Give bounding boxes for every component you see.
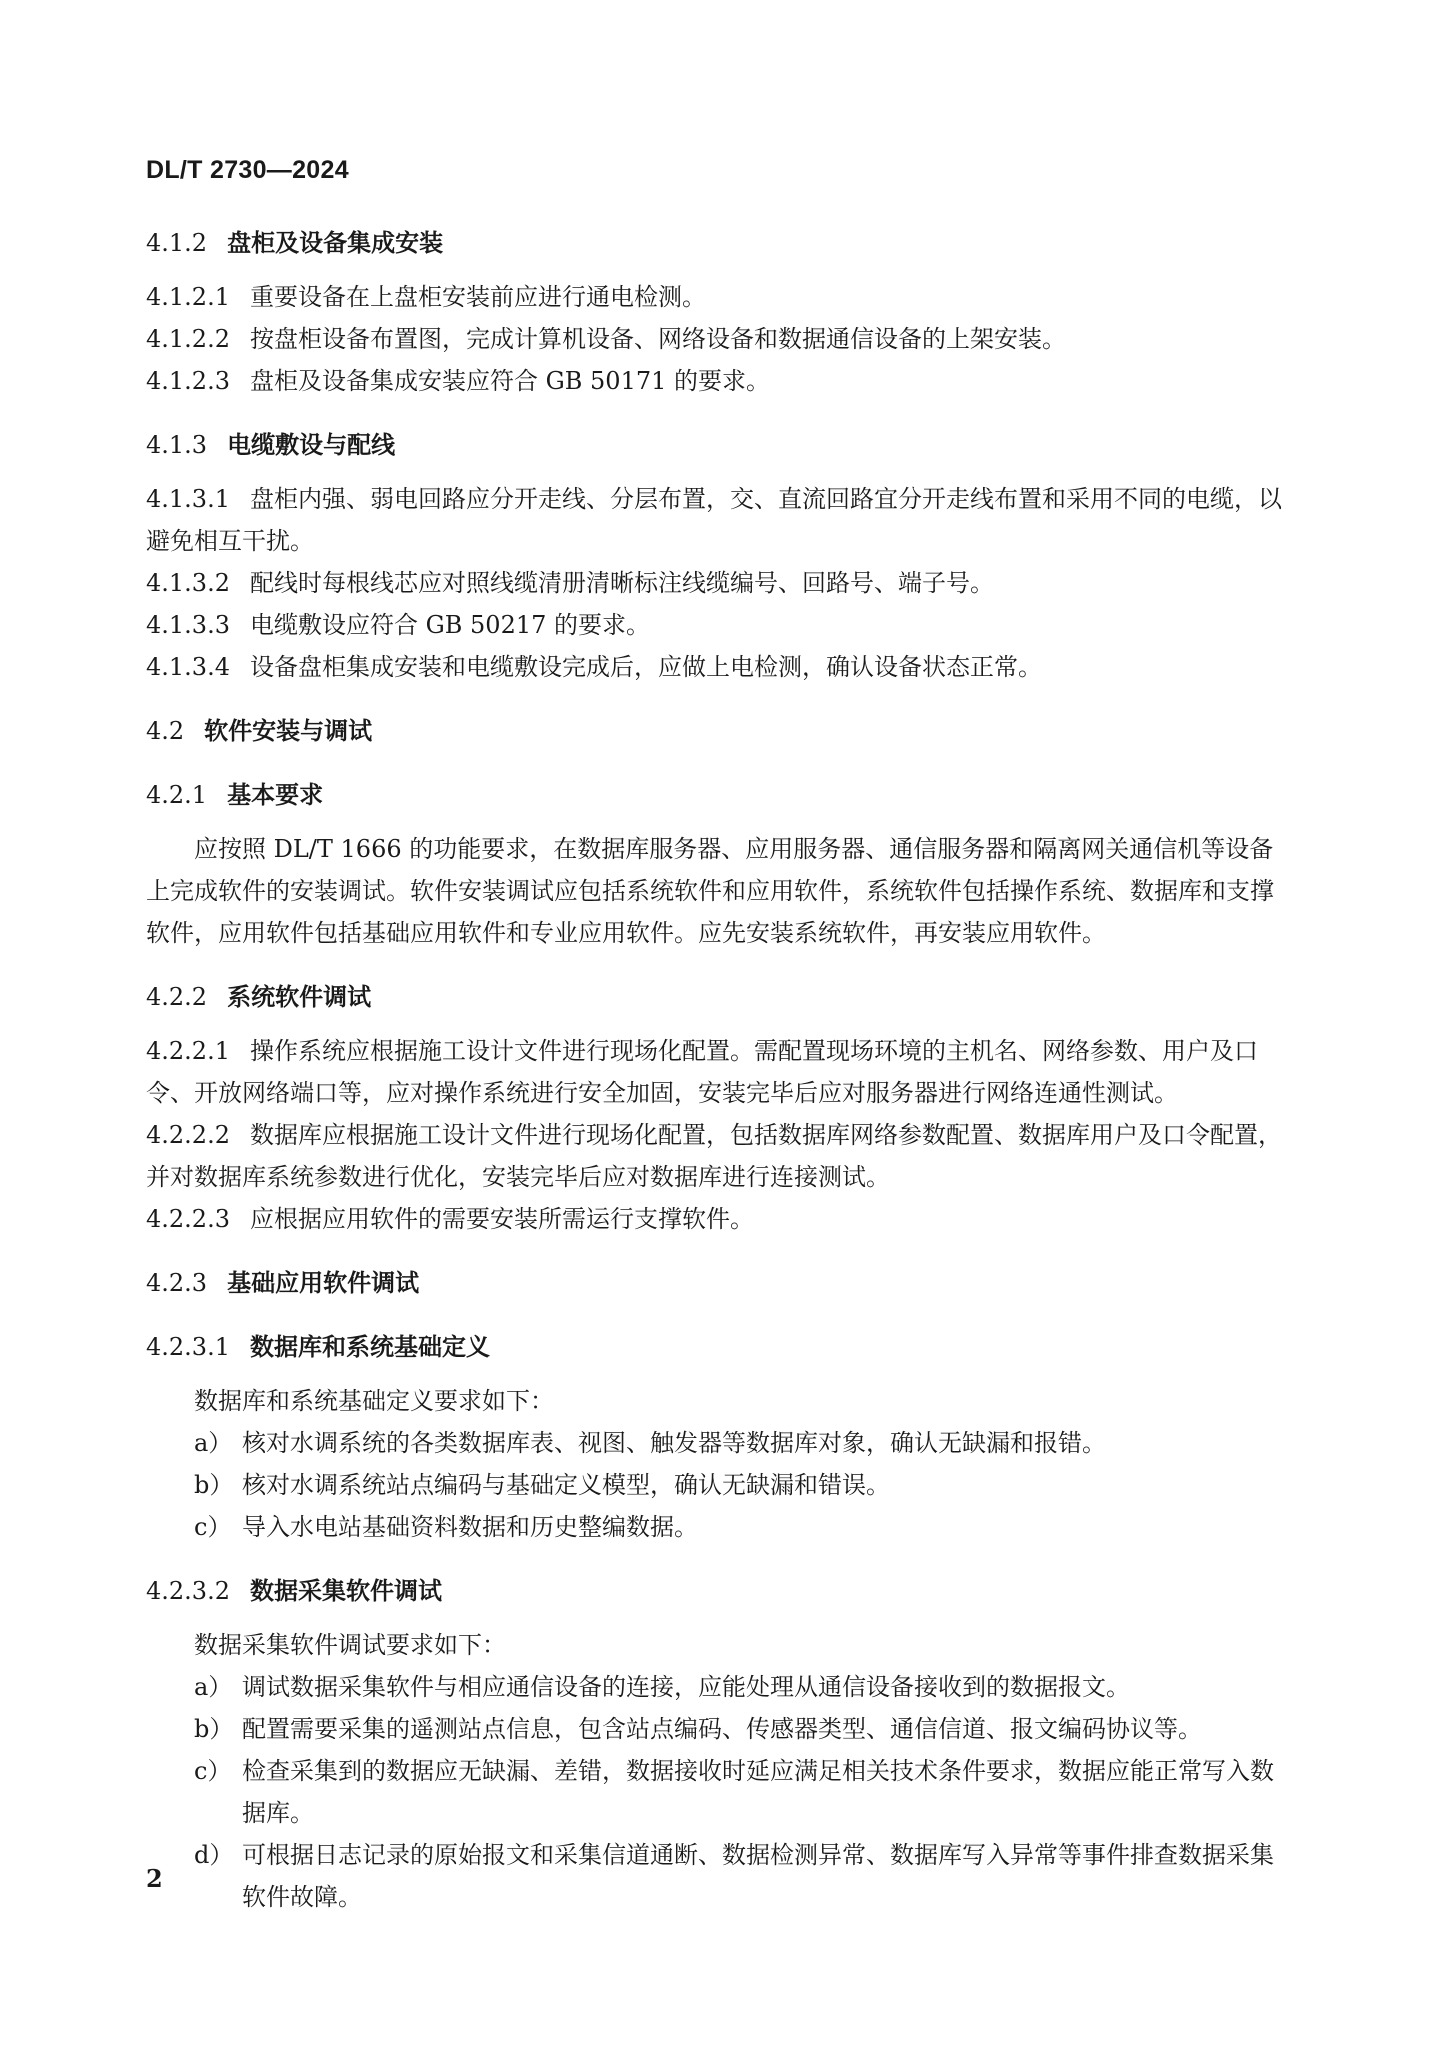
clause-item (146, 562, 1286, 604)
clause-text: 数据库应根据施工设计文件进行现场化配置，包括数据库网络参数配置、数据库用户及口令配置，并对数据库系统参数进行优化，安装完毕后应对数据库进行连接测试。 (146, 1121, 1282, 1191)
section-number: 4.2.1 (146, 781, 208, 809)
list-marker: d） (194, 1841, 234, 1869)
list-item (146, 1422, 1286, 1464)
section-heading (146, 976, 1286, 1018)
list-marker: c） (194, 1757, 232, 1785)
section-heading (146, 774, 1286, 816)
list-marker: b） (194, 1471, 234, 1499)
clause-text: 重要设备在上盘柜安装前应进行通电检测。 (249, 283, 706, 311)
section-title: 数据采集软件调试 (249, 1576, 442, 1605)
list-item-text: 检查采集到的数据应无缺漏、差错，数据接收时延应满足相关技术条件要求，数据应能正常写入数据库。 (242, 1757, 1274, 1827)
clause-item (146, 318, 1286, 360)
clause-number: 4.1.2.2 (146, 325, 230, 353)
list-item-text: 配置需要采集的遥测站点信息，包含站点编码、传感器类型、通信信道、报文编码协议等。 (242, 1715, 1202, 1743)
section-title: 基本要求 (227, 780, 324, 809)
section-heading (146, 1326, 1286, 1368)
clause-text: 操作系统应根据施工设计文件进行现场化配置。需配置现场环境的主机名、网络参数、用户及口令、开放网络端口等，应对操作系统进行安全加固，安装完毕后应对服务器进行网络连通性测试。 (146, 1037, 1258, 1107)
clause-number: 4.1.3.2 (146, 569, 230, 597)
clause-item (146, 1030, 1286, 1114)
section-title: 软件安装与调试 (204, 716, 373, 745)
page-number: 2 (146, 1864, 163, 1893)
clause-item (146, 1198, 1286, 1240)
list-marker: c） (194, 1513, 232, 1541)
list-intro: 数据采集软件调试要求如下： (194, 1631, 506, 1659)
document-body (146, 222, 1286, 1918)
list-item-text: 核对水调系统站点编码与基础定义模型，确认无缺漏和错误。 (242, 1471, 890, 1499)
section-title: 数据库和系统基础定义 (249, 1332, 490, 1361)
section-number: 4.2.3.1 (146, 1333, 230, 1361)
clause-item (146, 276, 1286, 318)
list-marker: a） (194, 1673, 233, 1701)
section-number: 4.1.2 (146, 229, 208, 257)
clause-item (146, 1114, 1286, 1198)
section-number: 4.2 (146, 717, 185, 745)
list-item (146, 1708, 1286, 1750)
clause-item (146, 646, 1286, 688)
list-item-text: 调试数据采集软件与相应通信设备的连接，应能处理从通信设备接收到的数据报文。 (242, 1673, 1130, 1701)
list-item (146, 1666, 1286, 1708)
section-number: 4.1.3 (146, 431, 208, 459)
clause-text: 按盘柜设备布置图，完成计算机设备、网络设备和数据通信设备的上架安装。 (249, 325, 1066, 353)
clause-number: 4.2.2.2 (146, 1121, 230, 1149)
clause-text: 应根据应用软件的需要安装所需运行支撑软件。 (249, 1205, 754, 1233)
list-item (146, 1834, 1286, 1918)
clause-text: 设备盘柜集成安装和电缆敷设完成后，应做上电检测，确认设备状态正常。 (249, 653, 1042, 681)
list-item-text: 核对水调系统的各类数据库表、视图、触发器等数据库对象，确认无缺漏和报错。 (242, 1429, 1106, 1457)
body-paragraph: 应按照 DL/T 1666 的功能要求，在数据库服务器、应用服务器、通信服务器和隔离网关通信机等设备上完成软件的安装调试。软件安装调试应包括系统软件和应用软件，系统软件包括操作系统、数据库和支撑软件，应用软件包括基础应用软件和专业应用软件。应先安装系统软件，再安装应用软件。 (146, 835, 1274, 947)
section-number: 4.2.2 (146, 983, 208, 1011)
clause-text: 配线时每根线芯应对照线缆清册清晰标注线缆编号、回路号、端子号。 (249, 569, 994, 597)
clause-number: 4.1.3.4 (146, 653, 230, 681)
section-title: 盘柜及设备集成安装 (227, 228, 444, 257)
list-item (146, 1750, 1286, 1834)
document-code: DL/T 2730—2024 (146, 156, 349, 184)
clause-text: 盘柜及设备集成安装应符合 GB 50171 的要求。 (249, 367, 771, 395)
list-item (146, 1464, 1286, 1506)
list-marker: b） (194, 1715, 234, 1743)
list-item (146, 1506, 1286, 1548)
section-title: 系统软件调试 (227, 982, 372, 1011)
section-heading (146, 222, 1286, 264)
clause-number: 4.1.3.3 (146, 611, 230, 639)
clause-number: 4.1.2.3 (146, 367, 230, 395)
clause-text: 盘柜内强、弱电回路应分开走线、分层布置，交、直流回路宜分开走线布置和采用不同的电缆，以避免相互干扰。 (146, 485, 1282, 555)
section-number: 4.2.3 (146, 1269, 208, 1297)
section-heading (146, 424, 1286, 466)
clause-number: 4.2.2.3 (146, 1205, 230, 1233)
list-marker: a） (194, 1429, 233, 1457)
section-heading (146, 1570, 1286, 1612)
clause-item (146, 360, 1286, 402)
section-number: 4.2.3.2 (146, 1577, 230, 1605)
section-title: 基础应用软件调试 (227, 1268, 420, 1297)
section-heading (146, 1262, 1286, 1304)
clause-item (146, 604, 1286, 646)
clause-number: 4.1.2.1 (146, 283, 230, 311)
section-heading (146, 710, 1286, 752)
clause-item (146, 478, 1286, 562)
clause-text: 电缆敷设应符合 GB 50217 的要求。 (249, 611, 651, 639)
list-item-text: 导入水电站基础资料数据和历史整编数据。 (242, 1513, 698, 1541)
clause-number: 4.2.2.1 (146, 1037, 230, 1065)
list-intro: 数据库和系统基础定义要求如下： (194, 1387, 554, 1415)
section-title: 电缆敷设与配线 (227, 430, 396, 459)
list-item-text: 可根据日志记录的原始报文和采集信道通断、数据检测异常、数据库写入异常等事件排查数据采集软件故障。 (242, 1841, 1274, 1911)
clause-number: 4.1.3.1 (146, 485, 230, 513)
